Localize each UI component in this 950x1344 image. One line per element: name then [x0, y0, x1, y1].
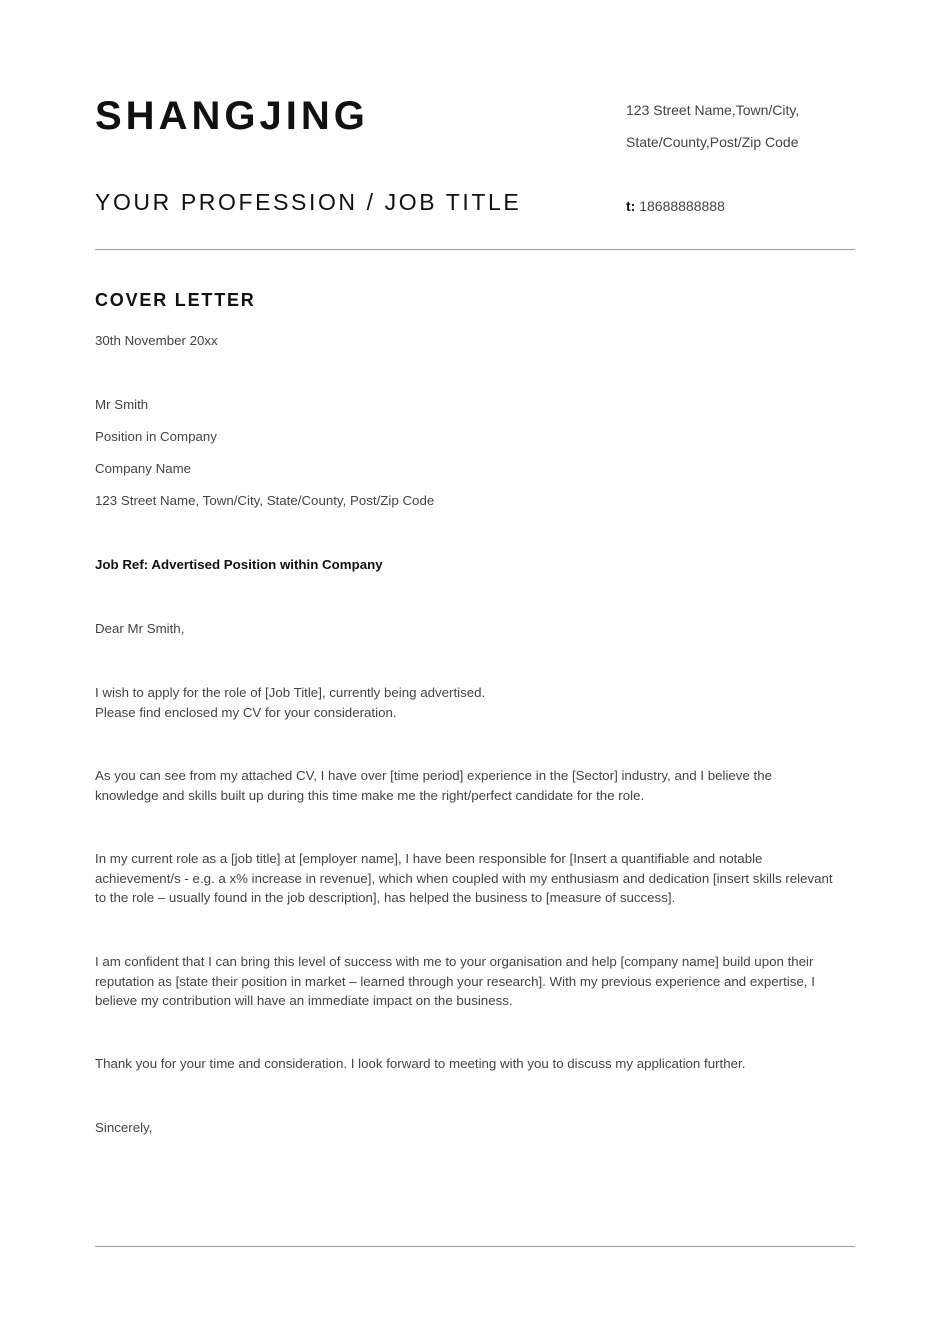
phone-label: t: — [626, 198, 636, 214]
address-line-2: State/County,Post/Zip Code — [626, 134, 799, 150]
paragraph-3: In my current role as a [job title] at [employer name], I have been responsible for [Insert a quantifiable and notable achievement/s - e.g. a x% increase in revenue], which when coupled with my enthusiasm and dedication [insert skills relevant to the role – usually found in the job description], has helped the business to [measure of success]. — [95, 851, 833, 905]
recipient-block — [95, 395, 835, 523]
paragraph-4: I am confident that I can bring this level of success with me to your organisation and help [company name] build upon their reputation as [state their position in market – learned through your research]. With my previous experience and expertise, I believe my contribution will have an immediate impact on the business. — [95, 954, 815, 1008]
address-line-1: 123 Street Name,Town/City, — [626, 102, 800, 118]
candidate-name: SHANGJING — [95, 94, 369, 138]
phone-contact — [626, 198, 725, 214]
recipient-company: Company Name — [95, 461, 192, 476]
phone-number: 18688888888 — [639, 198, 725, 214]
paragraph-2: As you can see from my attached CV, I have over [time period] experience in the [Sector] industry, and I believe the knowledge and skills built up during this time make me the right/perfect candidate for the role. — [95, 768, 773, 803]
recipient-position: Position in Company — [95, 429, 217, 444]
section-title: COVER LETTER — [95, 290, 256, 310]
paragraph-5: Thank you for your time and consideration. I look forward to meeting with you to discuss my application further. — [95, 1056, 746, 1071]
closing: Sincerely, — [95, 1120, 153, 1135]
paragraph-1-line-1: I wish to apply for the role of [Job Title], currently being advertised. — [95, 685, 486, 700]
paragraph-1-line-2: Please find enclosed my CV for your consideration. — [95, 704, 397, 720]
footer-divider — [95, 1246, 855, 1247]
letter-date: 30th November 20xx — [95, 333, 218, 348]
paragraph-1 — [95, 683, 835, 722]
greeting: Dear Mr Smith, — [95, 621, 185, 636]
recipient-address: 123 Street Name, Town/City, State/County, Post/Zip Code — [95, 493, 435, 508]
header-divider — [95, 249, 855, 250]
recipient-name: Mr Smith — [95, 397, 149, 412]
job-reference: Job Ref: Advertised Position within Company — [95, 557, 383, 572]
job-title: YOUR PROFESSION / JOB TITLE — [95, 189, 522, 215]
